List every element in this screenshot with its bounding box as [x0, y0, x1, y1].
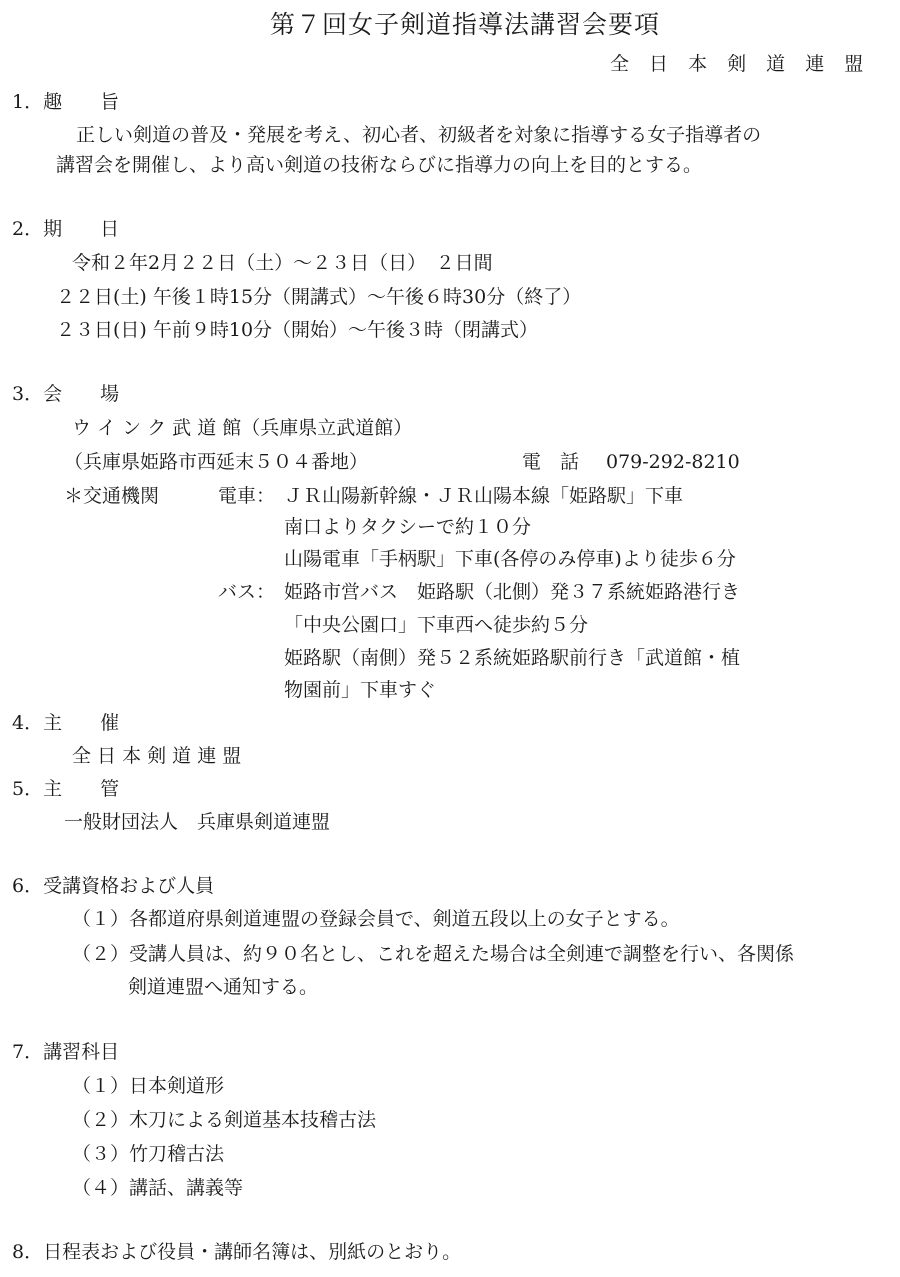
- section-2-day-2: ２３日(日) 午前９時10分（開始）～午後３時（閉講式）: [56, 319, 539, 341]
- train-line-3: 山陽電車「手柄駅」下車(各停のみ停車)より徒歩６分: [284, 548, 736, 570]
- section-1-heading: 1．趣 旨: [12, 91, 120, 113]
- subject-item-2: （２）木刀による剣道基本技稽古法: [72, 1109, 377, 1131]
- qualification-item-2-cont: 剣道連盟へ通知する。: [128, 976, 319, 998]
- section-4-heading: 4．主 催: [12, 712, 120, 734]
- organizer: 全 日 本 剣 道 連 盟: [72, 745, 242, 767]
- section-1-body-line-2: 講習会を開催し、より高い剣道の技術ならびに指導力の向上を目的とする。: [56, 154, 703, 176]
- subject-item-1: （１）日本剣道形: [72, 1075, 225, 1097]
- bus-line-3: 姫路駅（南側）発５２系統姫路駅前行き「武道館・植: [284, 647, 741, 669]
- section-8-heading: 8．日程表および役員・講師名簿は、別紙のとおり。: [12, 1241, 462, 1263]
- document-title: 第７回女子剣道指導法講習会要項: [269, 10, 660, 39]
- section-2-dates: 令和２年2月２２日（土）～２３日（日） ２日間: [72, 252, 493, 274]
- transport-label: ＊交通機関: [64, 485, 160, 507]
- section-2-heading: 2．期 日: [12, 218, 120, 240]
- venue-name: ウ イ ン ク 武 道 館（兵庫県立武道館）: [72, 417, 413, 439]
- host: 一般財団法人 兵庫県剣道連盟: [64, 811, 331, 833]
- section-5-heading: 5．主 管: [12, 778, 120, 800]
- bus-label: バス：: [218, 581, 276, 603]
- qualification-item-2: （２）受講人員は、約９０名とし、これを超えた場合は全剣連で調整を行い、各関係: [72, 943, 795, 965]
- subject-item-3: （３）竹刀稽古法: [72, 1143, 225, 1165]
- qualification-item-1: （１）各都道府県剣道連盟の登録会員で、剣道五段以上の女子とする。: [72, 908, 680, 930]
- train-label: 電車：: [218, 485, 276, 507]
- phone-label: 電 話: [522, 451, 580, 473]
- subject-item-4: （４）講話、講義等: [72, 1177, 244, 1199]
- venue-address: （兵庫県姫路市西延末５０４番地）: [64, 451, 369, 473]
- section-7-heading: 7．講習科目: [12, 1041, 120, 1063]
- phone-number: 079-292-8210: [606, 451, 740, 473]
- bus-line-2: 「中央公園口」下車西へ徒歩約５分: [284, 614, 589, 636]
- section-2-day-1: ２２日(土) 午後１時15分（開講式）～午後６時30分（終了）: [56, 286, 582, 308]
- issuing-organization: 全 日 本 剣 道 連 盟: [610, 53, 871, 75]
- section-1-body-line-1: 正しい剣道の普及・発展を考え、初心者、初級者を対象に指導する女子指導者の: [76, 124, 762, 146]
- bus-line-4: 物園前」下車すぐ: [284, 679, 437, 701]
- section-3-heading: 3．会 場: [12, 383, 120, 405]
- bus-line-1: 姫路市営バス 姫路駅（北側）発３７系統姫路港行き: [284, 581, 741, 603]
- section-6-heading: 6．受講資格および人員: [12, 875, 215, 897]
- train-line-2: 南口よりタクシーで約１０分: [284, 516, 532, 538]
- train-line-1: ＪＲ山陽新幹線・ＪＲ山陽本線「姫路駅」下車: [284, 485, 684, 507]
